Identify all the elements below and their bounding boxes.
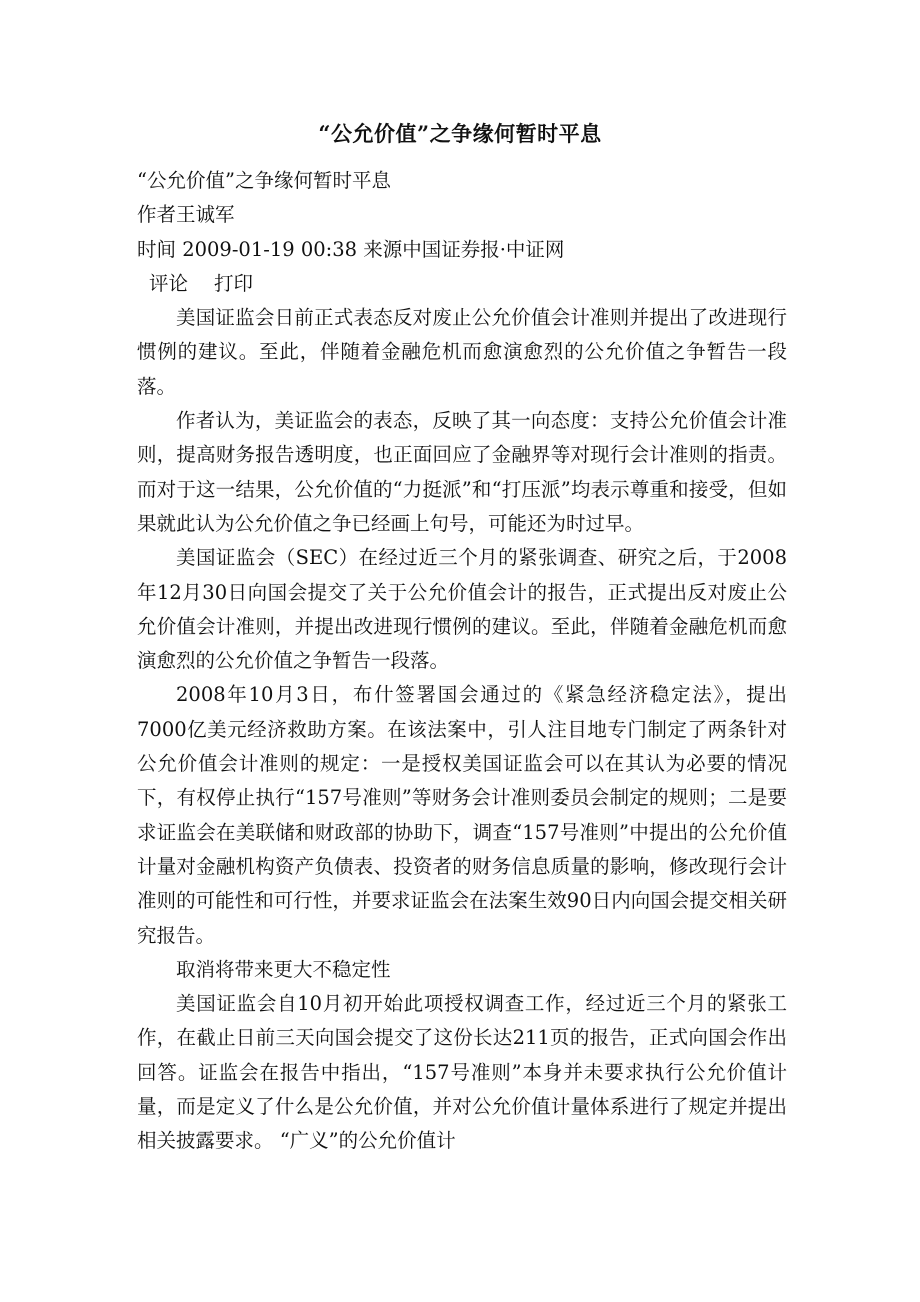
- author-line: 作者王诚军: [137, 203, 235, 227]
- section-subheading: 取消将带来更大不稳定性: [176, 957, 391, 981]
- paragraph-1: 美国证监会日前正式表态反对废止公允价值会计准则并提出了改进现行惯例的建议。至此，伴随着金融危机而愈演愈烈的公允价值之争暂告一段落。: [137, 306, 787, 398]
- time-source-line: 时间 2009-01-19 00:38 来源中国证券报·中证网: [137, 237, 565, 261]
- paragraph-2: 作者认为，美证监会的表态，反映了其一向态度：支持公允价值会计准则，提高财务报告透明度，也正面回应了金融界等对现行会计准则的指责。而对于这一结果，公允价值的“力挺派”和“打压派”均表示尊重和接受，但如果就此认为公允价值之争已经画上句号，可能还为时过早。: [137, 409, 787, 535]
- document-title: “公允价值”之争缘何暂时平息: [318, 121, 602, 146]
- paragraph-5: 美国证监会自10月初开始此项授权调查工作，经过近三个月的紧张工作，在截止日前三天向国会提交了这份长达211页的报告，正式向国会作出回答。证监会在报告中指出，“157号准则”本身并未要求执行公允价值计量，而是定义了什么是公允价值，并对公允价值计量体系进行了规定并提出相关披露要求。 “广义”的公允价值计: [137, 992, 787, 1153]
- paragraph-4: 2008年10月3日，布什签署国会通过的《紧急经济稳定法》，提出7000亿美元经济救助方案。在该法案中，引人注目地专门制定了两条针对公允价值会计准则的规定：一是授权美国证监会可以在其认为必要的情况下，有权停止执行“157号准则”等财务会计准则委员会制定的规则；二是要求证监会在美联储和财政部的协助下，调查“157号准则”中提出的公允价值计量对金融机构资产负债表、投资者的财务信息质量的影响，修改现行会计准则的可能性和可行性，并要求证监会在法案生效90日内向国会提交相关研究报告。: [137, 683, 787, 947]
- article-actions: [137, 267, 787, 301]
- print-link[interactable]: 打印: [214, 271, 254, 295]
- article-body: [137, 164, 787, 1159]
- article-headline: “公允价值”之争缘何暂时平息: [137, 169, 391, 192]
- paragraph-3: 美国证监会（SEC）在经过近三个月的紧张调查、研究之后，于2008年12月30日向国会提交了关于公允价值会计的报告，正式提出反对废止公允价值会计准则，并提出改进现行惯例的建议。至此，伴随着金融危机而愈演愈烈的公允价值之争暂告一段落。: [137, 546, 787, 673]
- comment-link[interactable]: 评论: [149, 271, 189, 295]
